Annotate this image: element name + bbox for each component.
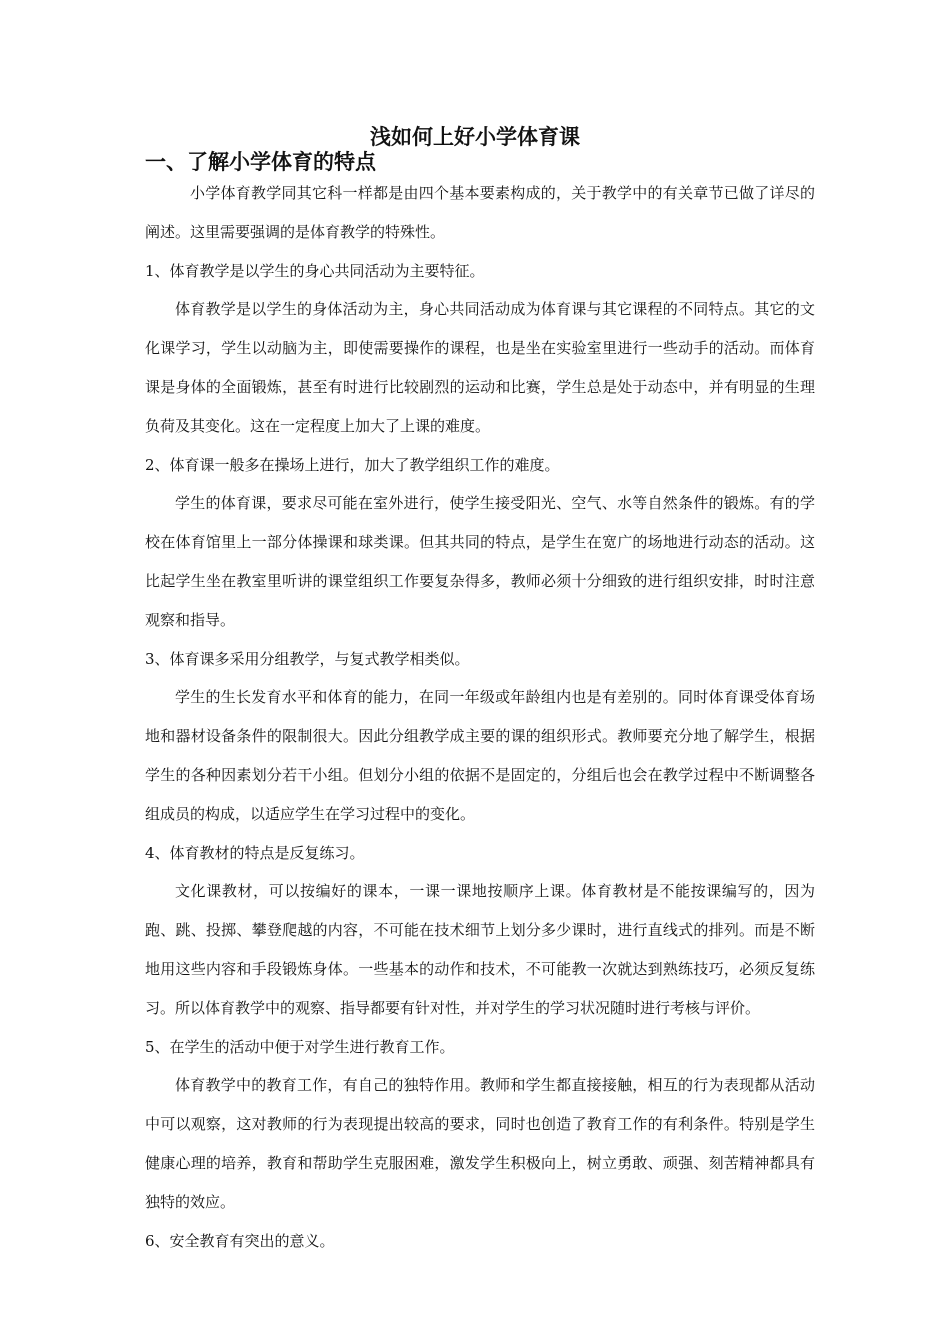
list-item-4: 4、体育教材的特点是反复练习。	[145, 843, 365, 862]
paragraph-3: 学生的生长发育水平和体育的能力，在同一年级或年龄组内也是有差别的。同时体育课受体育场地和器材设备条件的限制很大。因此分组教学成主要的课的组织形式。教师要充分地了解学生，根据学生的各种因素划分若干小组。但划分小组的依据不是固定的，分组后也会在教学过程中不断调整各组成员的构成，以适应学生在学习过程中的变化。	[145, 688, 815, 823]
document-title: 浅如何上好小学体育课	[370, 125, 580, 149]
list-item-6: 6、安全教育有突出的意义。	[145, 1231, 335, 1250]
paragraph-4: 文化课教材，可以按编好的课本，一课一课地按顺序上课。体育教材是不能按课编写的，因为跑、跳、投掷、攀登爬越的内容，不可能在技术细节上划分多少课时，进行直线式的排列。而是不断地用这些内容和手段锻炼身体。一些基本的动作和技术，不可能教一次就达到熟练技巧，必须反复练习。所以体育教学中的观察、指导都要有针对性，并对学生的学习状况随时进行考核与评价。	[145, 882, 815, 1017]
paragraph-intro: 小学体育教学同其它科一样都是由四个基本要素构成的，关于教学中的有关章节已做了详尽的阐述。这里需要强调的是体育教学的特殊性。	[145, 184, 815, 241]
paragraph-2: 学生的体育课，要求尽可能在室外进行，使学生接受阳光、空气、水等自然条件的锻炼。有的学校在体育馆里上一部分体操课和球类课。但其共同的特点，是学生在宽广的场地进行动态的活动。这比起学生坐在教室里听讲的课堂组织工作要复杂得多，教师必须十分细致的进行组织安排，时时注意观察和指导。	[145, 494, 815, 629]
list-item-2: 2、体育课一般多在操场上进行，加大了教学组织工作的难度。	[145, 455, 560, 474]
list-item-5: 5、在学生的活动中便于对学生进行教育工作。	[145, 1037, 455, 1056]
paragraph-1: 体育教学是以学生的身体活动为主，身心共同活动成为体育课与其它课程的不同特点。其它的文化课学习，学生以动脑为主，即使需要操作的课程，也是坐在实验室里进行一些动手的活动。而体育课是身体的全面锻炼，甚至有时进行比较剧烈的运动和比赛，学生总是处于动态中，并有明显的生理负荷及其变化。这在一定程度上加大了上课的难度。	[145, 300, 815, 435]
list-item-3: 3、体育课多采用分组教学，与复式教学相类似。	[145, 649, 470, 668]
paragraph-5: 体育教学中的教育工作，有自己的独特作用。教师和学生都直接接触，相互的行为表现都从活动中可以观察，这对教师的行为表现提出较高的要求，同时也创造了教育工作的有利条件。特别是学生健康心理的培养，教育和帮助学生克服困难，激发学生积极向上，树立勇敢、顽强、刻苦精神都具有独特的效应。	[145, 1076, 815, 1211]
list-item-1: 1、体育教学是以学生的身心共同活动为主要特征。	[145, 261, 485, 280]
document-body	[145, 174, 815, 1260]
section-heading: 一、了解小学体育的特点	[145, 150, 376, 174]
